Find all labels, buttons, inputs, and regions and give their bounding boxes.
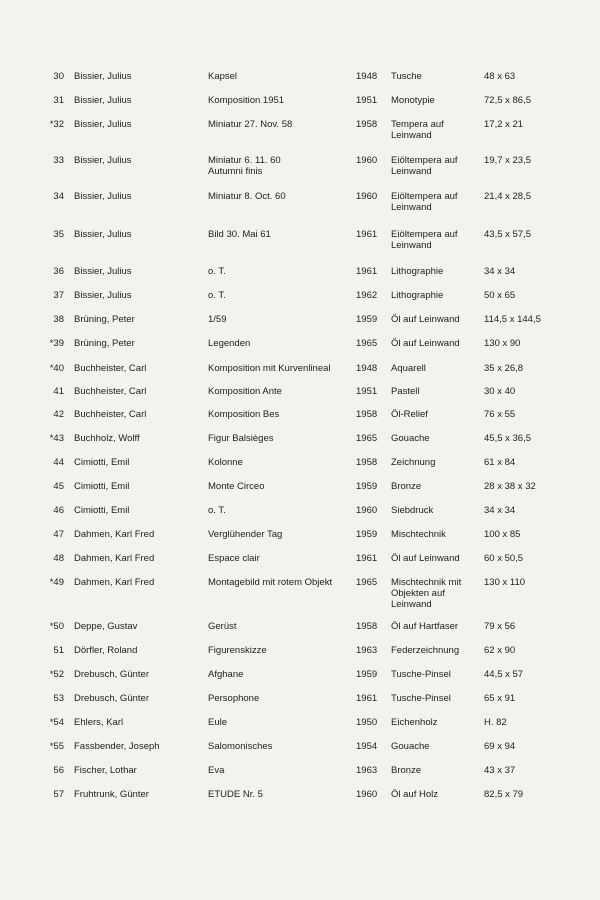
entry-title: o. T.	[208, 290, 226, 301]
entry-title: o. T.	[208, 266, 226, 277]
entry-size: 82,5 x 79	[484, 789, 524, 800]
entry-size: 48 x 63	[484, 71, 516, 82]
entry-technique: Zeichnung	[391, 457, 436, 468]
entry-artist: Bissier, Julius	[74, 229, 132, 240]
entry-artist: Fassbender, Joseph	[74, 741, 160, 752]
entry-title: Komposition Ante	[208, 386, 282, 397]
entry-year: 1965	[356, 433, 378, 444]
entry-year: 1958	[356, 409, 378, 420]
entry-size: 72,5 x 86,5	[484, 95, 532, 106]
entry-number: 51	[53, 645, 64, 656]
entry-artist: Cimiotti, Emil	[74, 481, 130, 492]
entry-technique: Öl auf Holz	[391, 789, 438, 800]
entry-title: Bild 30. Mai 61	[208, 229, 271, 240]
entry-technique: Siebdruck	[391, 505, 434, 516]
entry-title: Komposition 1951	[208, 95, 285, 106]
entry-year: 1954	[356, 741, 378, 752]
entry-number: *40	[49, 363, 64, 374]
entry-year: 1960	[356, 505, 378, 516]
entry-number: 57	[53, 789, 64, 800]
entry-size: H. 82	[484, 717, 507, 728]
entry-number: 35	[53, 229, 64, 240]
entry-year: 1948	[356, 71, 378, 82]
entry-title: Persophone	[208, 693, 260, 704]
entry-technique: Eichenholz	[391, 717, 438, 728]
entry-technique: Aquarell	[391, 363, 426, 374]
entry-size: 76 x 55	[484, 409, 516, 420]
entry-size: 34 x 34	[484, 505, 516, 516]
entry-year: 1961	[356, 229, 378, 240]
entry-size: 50 x 65	[484, 290, 516, 301]
entry-year: 1958	[356, 457, 378, 468]
entry-artist: Brüning, Peter	[74, 338, 135, 349]
entry-year: 1959	[356, 529, 378, 540]
entry-size: 30 x 40	[484, 386, 516, 397]
entry-title: Gerüst	[208, 621, 237, 632]
entry-year: 1963	[356, 645, 378, 656]
entry-title: Legenden	[208, 338, 251, 349]
entry-size: 43 x 37	[484, 765, 516, 776]
entry-size: 100 x 85	[484, 529, 521, 540]
entry-technique: Öl auf Leinwand	[391, 338, 460, 349]
entry-year: 1959	[356, 669, 378, 680]
entry-technique: Mischtechnik	[391, 529, 446, 540]
entry-artist: Dörfler, Roland	[74, 645, 138, 656]
entry-technique: Monotypie	[391, 95, 435, 106]
entry-technique: Lithographie	[391, 266, 444, 277]
entry-year: 1951	[356, 95, 378, 106]
entry-number: 31	[53, 95, 64, 106]
entry-size: 130 x 90	[484, 338, 521, 349]
entry-number: 37	[53, 290, 64, 301]
entry-year: 1958	[356, 621, 378, 632]
entry-artist: Dahmen, Karl Fred	[74, 577, 155, 588]
entry-artist: Drebusch, Günter	[74, 669, 149, 680]
entry-year: 1965	[356, 338, 378, 349]
entry-title: Eule	[208, 717, 228, 728]
entry-technique: Gouache	[391, 433, 430, 444]
entry-number: 47	[53, 529, 64, 540]
entry-artist: Buchheister, Carl	[74, 386, 147, 397]
entry-number: *52	[49, 669, 64, 680]
entry-title: Komposition mit Kurvenlineal	[208, 363, 331, 374]
entry-size: 61 x 84	[484, 457, 516, 468]
entry-artist: Buchheister, Carl	[74, 409, 147, 420]
entry-number: 30	[53, 71, 64, 82]
entry-technique: Tusche	[391, 71, 422, 82]
entry-technique: Öl auf Leinwand	[391, 553, 460, 564]
entry-artist: Dahmen, Karl Fred	[74, 553, 155, 564]
entry-artist: Dahmen, Karl Fred	[74, 529, 155, 540]
entry-number: 44	[53, 457, 64, 468]
entry-number: 56	[53, 765, 64, 776]
entry-title: Afghane	[208, 669, 244, 680]
entry-technique: Bronze	[391, 481, 422, 492]
entry-title: Miniatur 6. 11. 60 Autumni finis	[208, 155, 281, 177]
entry-size: 114,5 x 144,5	[484, 314, 541, 325]
entry-size: 34 x 34	[484, 266, 516, 277]
entry-title: Salomonisches	[208, 741, 273, 752]
entry-number: 48	[53, 553, 64, 564]
entry-technique: Öl auf Leinwand	[391, 314, 460, 325]
entry-artist: Fruhtrunk, Günter	[74, 789, 149, 800]
entry-artist: Bissier, Julius	[74, 155, 132, 166]
entry-number: 36	[53, 266, 64, 277]
entry-title: Komposition Bes	[208, 409, 280, 420]
entry-artist: Deppe, Gustav	[74, 621, 138, 632]
entry-year: 1960	[356, 191, 378, 202]
entry-technique: Mischtechnik mit Objekten auf Leinwand	[391, 577, 462, 610]
entry-size: 35 x 26,8	[484, 363, 524, 374]
entry-technique: Federzeichnung	[391, 645, 460, 656]
entry-number: *55	[49, 741, 64, 752]
entry-technique: Tusche-Pinsel	[391, 693, 451, 704]
entry-year: 1961	[356, 553, 378, 564]
entry-title: Verglühender Tag	[208, 529, 283, 540]
entry-year: 1951	[356, 386, 378, 397]
entry-year: 1960	[356, 155, 378, 166]
entry-year: 1965	[356, 577, 378, 588]
entry-artist: Fischer, Lothar	[74, 765, 137, 776]
entry-size: 44,5 x 57	[484, 669, 524, 680]
entry-number: 53	[53, 693, 64, 704]
entry-number: 41	[53, 386, 64, 397]
entry-size: 19,7 x 23,5	[484, 155, 532, 166]
entry-technique: Pastell	[391, 386, 420, 397]
entry-artist: Bissier, Julius	[74, 290, 132, 301]
entry-number: *39	[49, 338, 64, 349]
entry-number: 42	[53, 409, 64, 420]
entry-year: 1958	[356, 119, 378, 130]
entry-size: 17,2 x 21	[484, 119, 524, 130]
entry-year: 1959	[356, 481, 378, 492]
entry-size: 21,4 x 28,5	[484, 191, 532, 202]
entry-artist: Buchheister, Carl	[74, 363, 147, 374]
entry-title: Monte Circeo	[208, 481, 265, 492]
entry-year: 1959	[356, 314, 378, 325]
entry-title: o. T.	[208, 505, 226, 516]
entry-number: 38	[53, 314, 64, 325]
entry-year: 1962	[356, 290, 378, 301]
entry-title: Figurenskizze	[208, 645, 267, 656]
entry-technique: Tusche-Pinsel	[391, 669, 451, 680]
entry-title: Miniatur 8. Oct. 60	[208, 191, 286, 202]
entry-number: 46	[53, 505, 64, 516]
entry-year: 1961	[356, 693, 378, 704]
entry-artist: Drebusch, Günter	[74, 693, 149, 704]
entry-technique: Öl auf Hartfaser	[391, 621, 459, 632]
entry-year: 1950	[356, 717, 378, 728]
entry-technique: Gouache	[391, 741, 430, 752]
entry-year: 1948	[356, 363, 378, 374]
entry-artist: Bissier, Julius	[74, 191, 132, 202]
entry-title: Montagebild mit rotem Objekt	[208, 577, 333, 588]
entry-number: *32	[49, 119, 64, 130]
entry-size: 45,5 x 36,5	[484, 433, 532, 444]
entry-size: 60 x 50,5	[484, 553, 524, 564]
entry-title: Eva	[208, 765, 225, 776]
entry-title: Miniatur 27. Nov. 58	[208, 119, 293, 130]
entry-technique: Eiöltempera auf Leinwand	[391, 229, 458, 251]
entry-number: *43	[49, 433, 64, 444]
entry-artist: Bissier, Julius	[74, 95, 132, 106]
entry-title: 1/59	[208, 314, 227, 325]
entry-title: ETUDE Nr. 5	[208, 789, 263, 800]
entry-title: Kolonne	[208, 457, 243, 468]
entry-size: 65 x 91	[484, 693, 516, 704]
entry-title: Figur Balsièges	[208, 433, 274, 444]
entry-size: 130 x 110	[484, 577, 526, 588]
entry-technique: Öl-Relief	[391, 409, 428, 420]
entry-artist: Cimiotti, Emil	[74, 505, 130, 516]
entry-technique: Eiöltempera auf Leinwand	[391, 191, 458, 213]
entry-size: 28 x 38 x 32	[484, 481, 536, 492]
entry-size: 79 x 56	[484, 621, 516, 632]
entry-year: 1961	[356, 266, 378, 277]
entry-number: 33	[53, 155, 64, 166]
entry-size: 43,5 x 57,5	[484, 229, 532, 240]
entry-artist: Ehlers, Karl	[74, 717, 124, 728]
entry-year: 1960	[356, 789, 378, 800]
entry-year: 1963	[356, 765, 378, 776]
entry-number: *49	[49, 577, 64, 588]
entry-number: *50	[49, 621, 64, 632]
entry-technique: Lithographie	[391, 290, 444, 301]
entry-artist: Buchholz, Wolff	[74, 433, 140, 444]
entry-title: Espace clair	[208, 553, 260, 564]
entry-number: 34	[53, 191, 64, 202]
entry-size: 69 x 94	[484, 741, 516, 752]
entry-artist: Bissier, Julius	[74, 266, 132, 277]
entry-technique: Bronze	[391, 765, 422, 776]
entry-technique: Eiöltempera auf Leinwand	[391, 155, 458, 177]
entry-title: Kapsel	[208, 71, 238, 82]
entry-size: 62 x 90	[484, 645, 516, 656]
entry-artist: Cimiotti, Emil	[74, 457, 130, 468]
entry-artist: Bissier, Julius	[74, 119, 132, 130]
entry-number: *54	[49, 717, 64, 728]
entry-technique: Tempera auf Leinwand	[391, 119, 444, 141]
entry-artist: Bissier, Julius	[74, 71, 132, 82]
entry-number: 45	[53, 481, 64, 492]
entry-artist: Brüning, Peter	[74, 314, 135, 325]
